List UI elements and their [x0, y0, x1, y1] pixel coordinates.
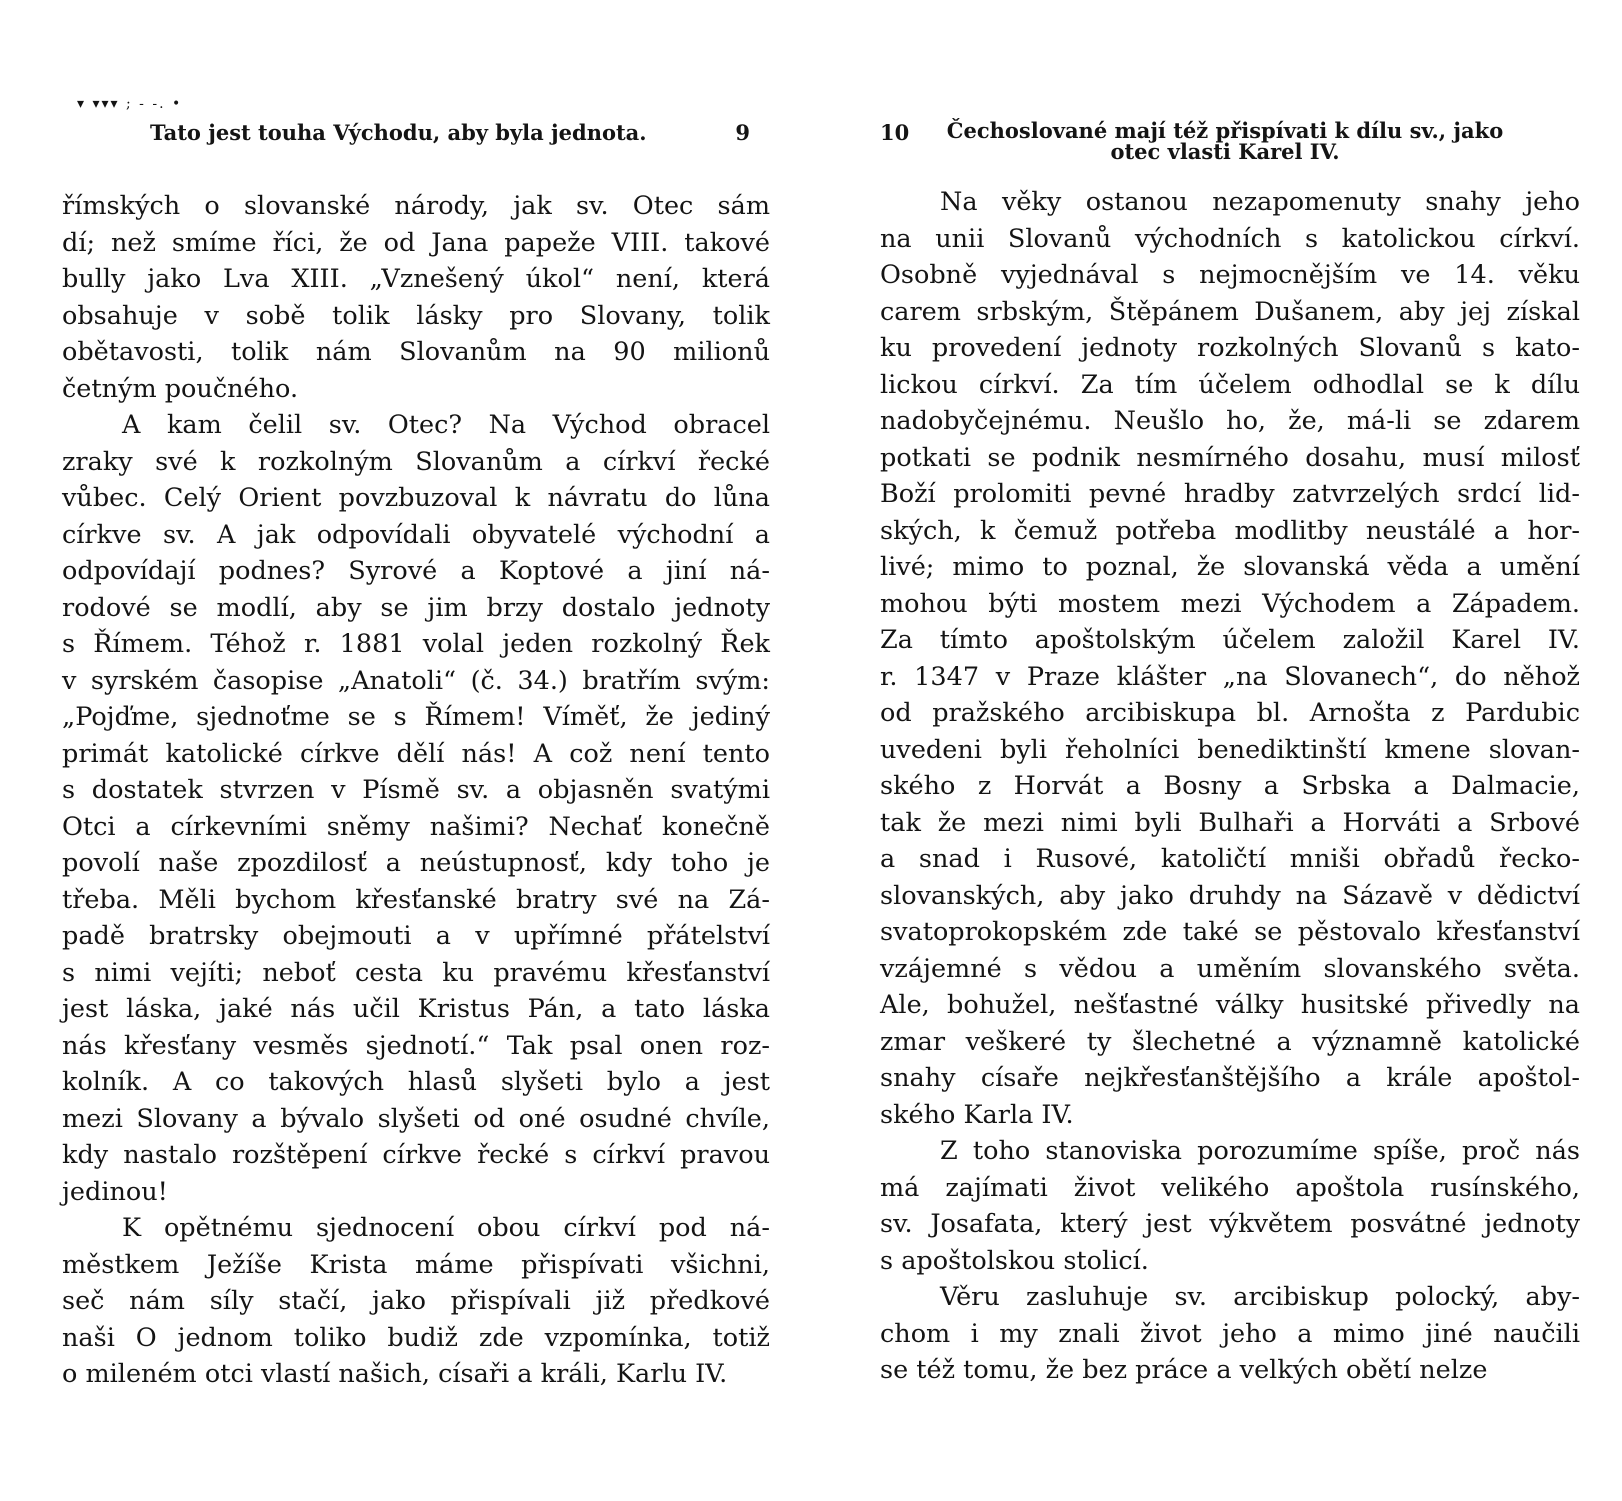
- text-line: seč nám síly stačí, jako přispívali již předkové: [62, 1286, 770, 1316]
- text-line: obětavosti, tolik nám Slovanům na 90 milionů: [62, 337, 770, 367]
- text-line: svatoprokopském zde také se pěstovalo křesťanství: [880, 917, 1580, 947]
- text-line: s Římem. Téhož r. 1881 volal jeden rozkolný Řek: [62, 629, 770, 659]
- text-line: „Pojďme, sjednoťme se s Římem! Víměť, že jediný: [62, 702, 770, 732]
- text-line: se též tomu, že bez práce a velkých obětí nelze: [880, 1355, 1488, 1385]
- text-line: povolí naše zpozdilosť a neústupnosť, kdy toho je: [62, 848, 770, 878]
- text-line: obsahuje v sobě tolik lásky pro Slovany, tolik: [62, 300, 770, 331]
- text-line: zmar veškeré ty šlechetné a významně katolické: [880, 1026, 1580, 1057]
- text-line: vůbec. Celý Orient povzbuzoval k návratu do lůna: [62, 483, 770, 513]
- text-line: vzájemné s vědou a uměním slovanského světa.: [880, 953, 1580, 984]
- text-line: církve sv. A jak odpovídali obyvatelé východní a: [62, 519, 770, 550]
- text-line: chom i my znali život jeho a mimo jiné naučili: [880, 1318, 1580, 1349]
- text-line: kdy nastalo rozštěpení církve řecké s církví pravou: [62, 1140, 770, 1170]
- text-line: bully jako Lva XIII. „Vznešený úkol“ není, která: [62, 264, 770, 294]
- text-line: carem srbským, Štěpánem Dušanem, aby jej získal: [880, 296, 1580, 327]
- text-line: ku provedení jednoty rozkolných Slovanů s kato-: [880, 333, 1580, 363]
- text-line: ského Karla IV.: [880, 1099, 1074, 1130]
- text-line: Věru zasluhuje sv. arcibiskup polocký, aby-: [940, 1282, 1580, 1312]
- text-line: třeba. Měli bychom křesťanské bratry své na Zá-: [62, 884, 770, 915]
- text-line: Za tímto apoštolským účelem založil Karel IV.: [880, 625, 1580, 655]
- header-title-line: Čechoslované mají též přispívati k dílu sv., jako: [946, 118, 1504, 143]
- text-line: Osobně vyjednával s nejmocnějším ve 14. věku: [880, 260, 1580, 290]
- text-line: A kam čelil sv. Otec? Na Východ obracel: [122, 410, 770, 440]
- text-line: rodové se modlí, aby se jim brzy dostalo jednoty: [62, 592, 770, 623]
- text-line: jedinou!: [62, 1176, 168, 1207]
- text-line: primát katolické církve dělí nás! A což není tento: [62, 738, 770, 769]
- text-line: v syrském časopise „Anatoli“ (č. 34.) bratřím svým:: [62, 665, 770, 696]
- text-line: uvedeni byli řeholníci benediktinští kmene slovan-: [880, 734, 1580, 765]
- left-page-text: [62, 188, 770, 1393]
- text-line: četným poučného.: [62, 373, 299, 404]
- text-line: má zajímati život velikého apoštola rusínského,: [880, 1172, 1580, 1203]
- text-line: s apoštolskou stolicí.: [880, 1245, 1149, 1276]
- text-line: nadobyčejnému. Neušlo ho, že, má-li se zdarem: [880, 406, 1580, 436]
- text-line: ských, k čemuž potřeba modlitby neustálé a hor-: [880, 515, 1580, 546]
- text-line: livé; mimo to poznal, že slovanská věda a umění: [880, 552, 1580, 582]
- text-line: od pražského arcibiskupa bl. Arnošta z Pardubic: [880, 698, 1580, 728]
- page-number: 10: [880, 120, 910, 145]
- text-line: Ale, bohužel, nešťastné války husitské přivedly na: [880, 990, 1580, 1020]
- text-line: mohou býti mostem mezi Východem a Západem.: [880, 588, 1580, 619]
- text-line: městkem Ježíše Krista máme přispívati všichni,: [62, 1249, 770, 1280]
- text-line: lickou církví. Za tím účelem odhodlal se k dílu: [880, 369, 1580, 400]
- text-line: dí; než smíme říci, že od Jana papeže VIII. takové: [62, 227, 770, 258]
- text-line: na unii Slovanů východních s katolickou církví.: [880, 223, 1580, 254]
- text-line: Z toho stanoviska porozumíme spíše, proč nás: [940, 1136, 1580, 1166]
- text-line: ského z Horvát a Bosny a Srbska a Dalmacie,: [880, 771, 1580, 801]
- header-title-line: otec vlasti Karel IV.: [1110, 139, 1340, 164]
- text-line: naši O jednom toliko budiž zde vzpomínka, totiž: [62, 1322, 770, 1353]
- text-line: sv. Josafata, který jest výkvětem posvátné jednoty: [880, 1209, 1580, 1239]
- header-title: [930, 120, 1520, 162]
- text-line: s dostatek stvrzen v Písmě sv. a objasněn svatými: [62, 775, 770, 805]
- text-line: potkati se podnik nesmírného dosahu, musí milosť: [880, 442, 1580, 473]
- text-line: mezi Slovany a bývalo slyšeti od oné osudné chvíle,: [62, 1103, 770, 1134]
- text-line: kolník. A co takových hlasů slyšeti bylo a jest: [62, 1067, 770, 1097]
- text-line: s nimi vejíti; neboť cesta ku pravému křesťanství: [62, 957, 770, 988]
- text-line: odpovídají podnes? Syrové a Koptové a jiní ná-: [62, 556, 770, 586]
- text-line: zraky své k rozkolným Slovanům a církví řecké: [62, 446, 770, 477]
- text-line: Na věky ostanou nezapomenuty snahy jeho: [940, 187, 1580, 217]
- text-line: jest láska, jaké nás učil Kristus Pán, a tato láska: [62, 994, 770, 1024]
- text-line: nás křesťany vesměs sjednotí.“ Tak psal onen roz-: [62, 1030, 770, 1061]
- print-speck: ▾ ▾▾▾ ; ‐ ‐. •: [77, 96, 183, 112]
- text-line: K opětnému sjednocení obou církví pod ná-: [122, 1213, 770, 1243]
- page-number: 9: [735, 120, 750, 145]
- text-line: padě bratrsky obejmouti a v upřímné přátelství: [62, 921, 770, 951]
- text-line: Otci a církevními sněmy našimi? Nechať konečně: [62, 811, 770, 842]
- text-line: slovanských, aby jako druhdy na Sázavě v dědictví: [880, 880, 1580, 911]
- text-line: tak že mezi nimi byli Bulhaři a Horváti a Srbové: [880, 807, 1580, 838]
- text-line: r. 1347 v Praze klášter „na Slovanech“, do něhož: [880, 661, 1580, 692]
- text-line: snahy císaře nejkřesťanštějšího a krále apoštol-: [880, 1063, 1580, 1093]
- text-line: římských o slovanské národy, jak sv. Otec sám: [62, 191, 770, 221]
- text-line: o mileném otci vlastí našich, císaři a králi, Karlu IV.: [62, 1359, 728, 1389]
- header-title: Tato jest touha Východu, aby byla jednota.: [150, 120, 647, 145]
- text-line: Boží prolomiti pevné hradby zatvrzelých srdcí lid-: [880, 479, 1580, 509]
- text-line: a snad i Rusové, katoličtí mniši obřadů řecko-: [880, 844, 1580, 874]
- right-page-text: [880, 184, 1580, 1389]
